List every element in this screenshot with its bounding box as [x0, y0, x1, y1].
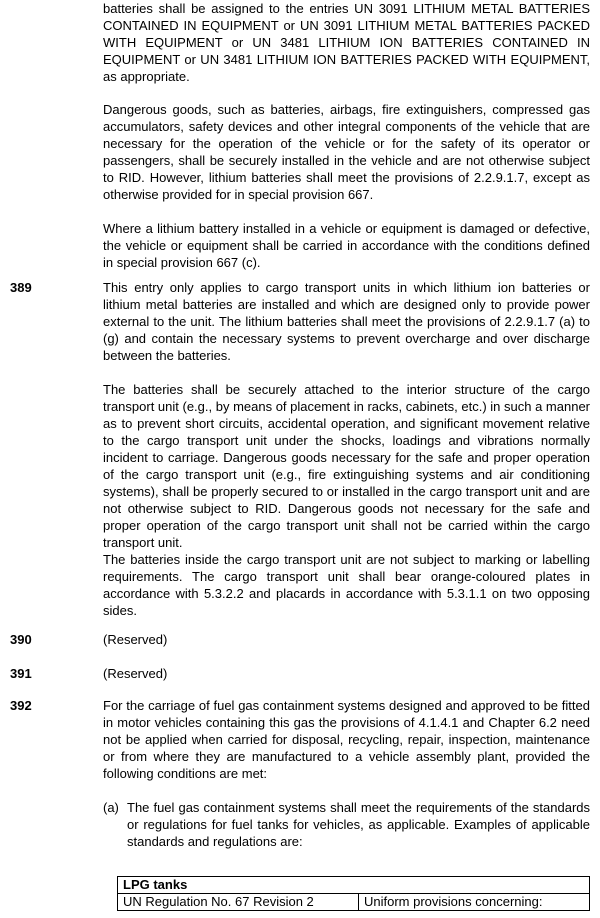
provision-392-paragraph-1: For the carriage of fuel gas containment systems designed and approved to be fitted in motor vehicles containing this gas the provisions of 4.1.4.1 and Chapter 6.2 need not be applied when carried for disposal, recycling, repair, inspection, maintenance or from where they are manufactured to a vehicle assembly plant, provided the following conditions are met:	[103, 698, 590, 781]
provision-392-item-a-label: (a)	[103, 800, 119, 815]
provision-389-paragraph-2: The batteries shall be securely attached to the interior structure of the cargo transport unit (e.g., by means of placement in racks, cabinets, etc.) in such a manner as to prevent short circuits, accidental operation, and significant movement relative to the cargo transport unit under the shocks, loadings and vibrations normally incident to carriage. Dangerous goods necessary for the safe and proper operation of the cargo transport unit (e.g., fire extinguishing systems and air conditioning systems), shall be properly secured to or installed in the cargo transport unit and are not otherwise subject to RID. Dangerous goods not necessary for the safe and proper operation of the cargo transport unit shall not be carried within the cargo transport unit.	[103, 382, 591, 550]
provision-number-389: 389	[10, 280, 32, 295]
lpg-tanks-table	[117, 876, 590, 911]
table-row	[118, 877, 590, 894]
provision-number-391: 391	[10, 666, 32, 681]
continuation-paragraph-3: Where a lithium battery installed in a vehicle or equipment is damaged or defective, the vehicle or equipment shall be carried in accordance with the conditions defined in special provision 667 (c).	[103, 221, 590, 270]
provision-389-paragraph-1: This entry only applies to cargo transport units in which lithium ion batteries or lithium metal batteries are installed and which are designed only to provide power external to the unit. The lithium batteries shall meet the provisions of 2.2.9.1.7 (a) to (g) and contain the necessary systems to prevent overcharge and over discharge between the batteries.	[103, 280, 590, 363]
provision-391-text: (Reserved)	[103, 666, 168, 681]
provision-389-paragraph-3: The batteries inside the cargo transport unit are not subject to marking or labelling requirements. The cargo transport unit shall bear orange-coloured plates in accordance with 5.3.2.2 and placards in accordance with 5.3.1.1 on two opposing sides.	[103, 552, 590, 618]
lpg-table-heading: LPG tanks	[118, 877, 590, 894]
provision-number-390: 390	[10, 632, 32, 647]
table-cell: Uniform provisions concerning:	[359, 894, 590, 911]
continuation-paragraph-1: batteries shall be assigned to the entries UN 3091 LITHIUM METAL BATTERIES CONTAINED IN EQUIPMENT or UN 3091 LITHIUM METAL BATTERIES PACKED WITH EQUIPMENT or UN 3481 LITHIUM ION BATTERIES CONTAINED IN EQUIPMENT or UN 3481 LITHIUM ION BATTERIES PACKED WITH EQUIPMENT, as appropriate.	[103, 1, 590, 84]
table-cell: UN Regulation No. 67 Revision 2	[118, 894, 359, 911]
provision-number-392: 392	[10, 698, 32, 713]
provision-392-item-a-text: The fuel gas containment systems shall meet the requirements of the standards or regulations for fuel tanks for vehicles, as applicable. Examples of applicable standards and regulations are:	[127, 800, 590, 849]
table-row	[118, 894, 590, 911]
provision-390-text: (Reserved)	[103, 632, 168, 647]
continuation-paragraph-2: Dangerous goods, such as batteries, airbags, fire extinguishers, compressed gas accumulators, safety devices and other integral components of the vehicle that are necessary for the operation of the vehicle or for the safety of its operator or passengers, shall be securely installed in the vehicle and are not otherwise subject to RID. However, lithium batteries shall meet the provisions of 2.2.9.1.7, except as otherwise provided for in special provision 667.	[103, 102, 590, 202]
